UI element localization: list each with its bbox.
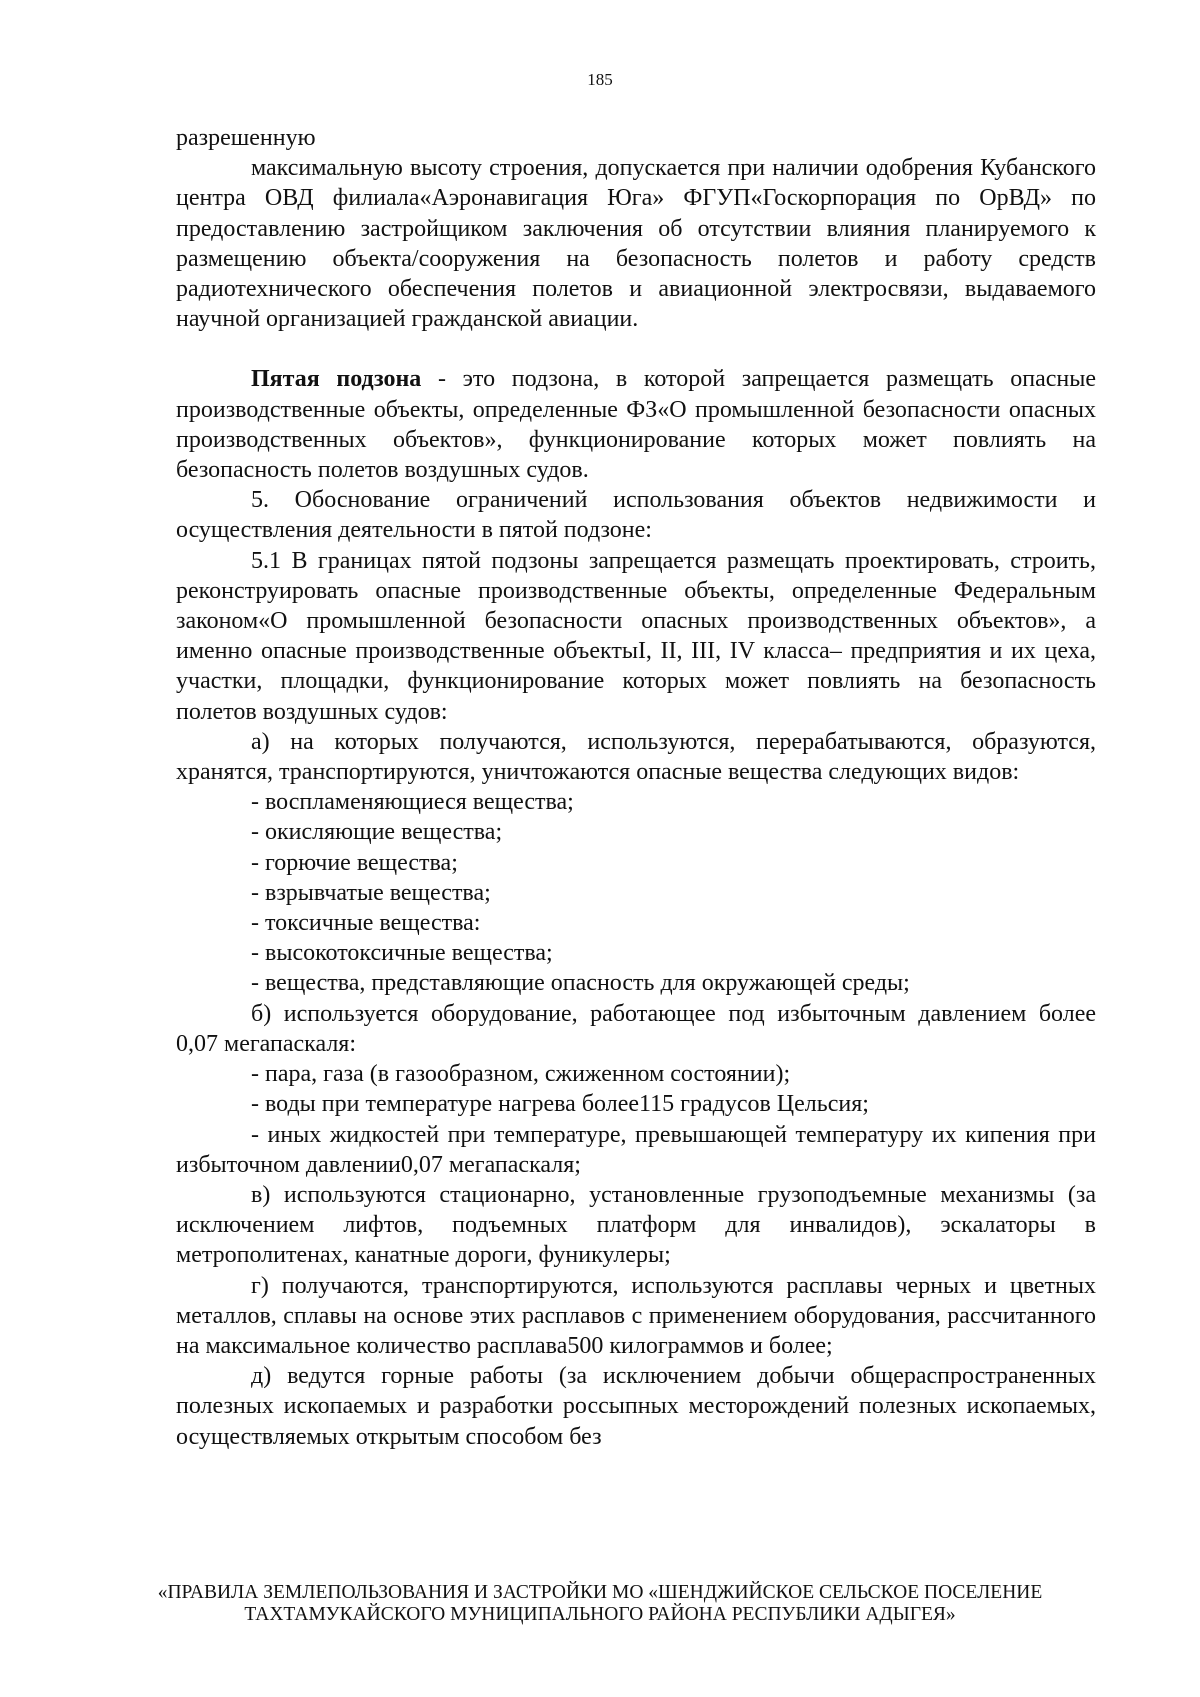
list-item: - пара, газа (в газообразном, сжиженном состоянии); [251,1061,791,1088]
list-item: - токсичные вещества: [251,910,481,937]
list-item: - вещества, представляющие опасность для окружающей среды; [251,970,910,997]
list-item: - высокотоксичные вещества; [251,940,553,967]
page-number: 185 [587,70,613,89]
document-footer [0,1582,1200,1626]
list-item: - взрывчатые вещества; [251,879,491,906]
fifth-subzone-definition: - это подзона, в которой запрещается размещать опасные производственные объекты, определенные ФЗ«О промышленной безопасности опасных производственных объектов», функционирование которых может повлиять на безопасность полетов воздушных судов. [176,366,1096,484]
list-item: - окисляющие вещества; [251,819,503,846]
paragraph-fifth-subzone [176,364,1096,485]
footer-line-1: «ПРАВИЛА ЗЕМЛЕПОЛЬЗОВАНИЯ И ЗАСТРОЙКИ МО «ШЕНДЖИЙСКОЕ СЕЛЬСКОЕ ПОСЕЛЕНИЕ [157,1582,1043,1603]
paragraph-approval-conditions: максимальную высоту строения, допускается при наличии одобрения Кубанского центра ОВД филиала«Аэронавигация Юга» ФГУП«Госкорпорация по ОрВД» по предоставлению застройщиком заключения об отсутствии влияния планируемого к размещению объекта/сооружения на безопасность полетов и работу средств радиотехнического обеспечения полетов и авиационной электросвязи, выдаваемого научной организацией гражданской авиации. [176,155,1096,333]
list-item: - горючие вещества; [251,849,458,876]
paragraph-continuation: разрешенную [176,125,316,151]
paragraph-spacer [176,334,1096,364]
paragraph-item-b: б) используется оборудование, работающее под избыточным давлением более 0,07 мегапаскаля: [176,1000,1096,1057]
fifth-subzone-term: Пятая подзона [251,366,422,393]
footer-line-2: ТАХТАМУКАЙСКОГО МУНИЦИПАЛЬНОГО РАЙОНА РЕСПУБЛИКИ АДЫГЕЯ» [244,1604,956,1625]
paragraph-section-5: 5. Обоснование ограничений использования объектов недвижимости и осуществления деятельности в пятой подзоне: [176,487,1096,544]
paragraph-item-a: а) на которых получаются, используются, перерабатываются, образуются, хранятся, транспортируются, уничтожаются опасные вещества следующих видов: [176,728,1096,786]
document-body [176,123,1096,1452]
list-item: - воды при температуре нагрева более115 градусов Цельсия; [251,1091,869,1118]
list-item: - воспламеняющиеся вещества; [251,789,574,816]
paragraph-other-liquids: - иных жидкостей при температуре, превышающей температуру их кипения при избыточном давлении0,07 мегапаскаля; [176,1121,1096,1178]
paragraph-item-g: г) получаются, транспортируются, используются расплавы черных и цветных металлов, сплавы на основе этих расплавов с применением оборудования, рассчитанного на максимальное количество расплава500 килограммов и более; [176,1272,1096,1359]
paragraph-item-d: д) ведутся горные работы (за исключением добычи общераспространенных полезных ископаемых и разработки россыпных месторождений полезных ископаемых, осуществляемых открытым способом без [176,1363,1096,1450]
paragraph-item-v: в) используются стационарно, установленные грузоподъемные механизмы (за исключением лифтов, подъемных платформ для инвалидов), эскалаторы в метрополитенах, канатные дороги, фуникулеры; [176,1181,1096,1269]
paragraph-section-5-1: 5.1 В границах пятой подзоны запрещается размещать проектировать, строить, реконструировать опасные производственные объекты, определенные Федеральным законом«О промышленной безопасности опасных производственных объектов», а именно опасные производственные объектыI, II, III, IV класса– предприятия и их цеха, участки, площадки, функционирование которых может повлиять на безопасность полетов воздушных судов: [176,547,1096,725]
